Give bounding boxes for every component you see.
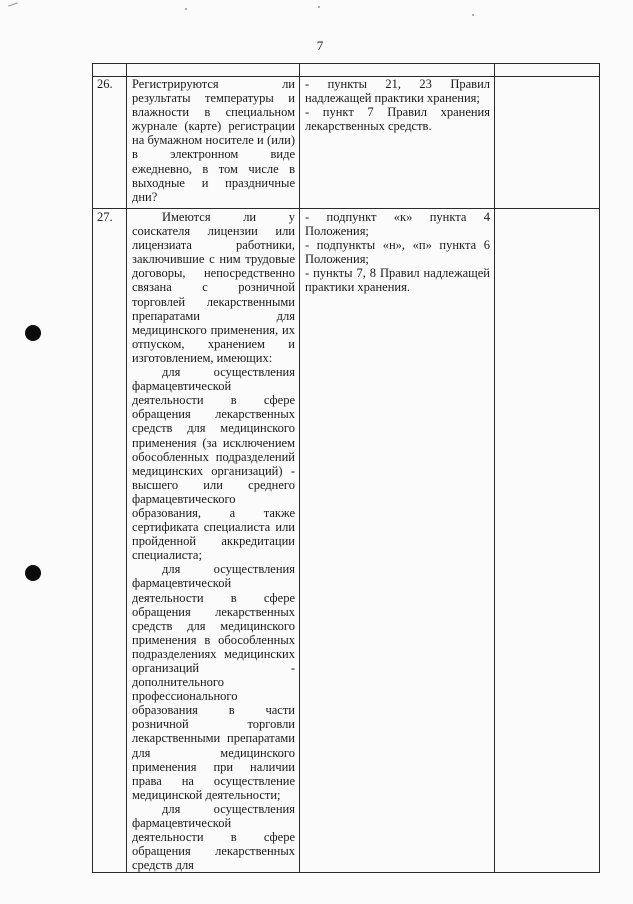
page-number: 7	[316, 38, 324, 53]
header-cell	[93, 64, 127, 77]
row-number-cell	[93, 209, 127, 873]
reference-item: - пункт 7 Правил хранения лекарственных средств.	[305, 105, 490, 134]
table-row	[93, 209, 600, 873]
table-row	[93, 77, 600, 209]
table-header-row	[93, 64, 600, 77]
scan-artifact	[8, 2, 18, 6]
reference-cell	[300, 77, 495, 209]
question-paragraph: для осуществления фармацевтической деятельности в сфере обращения лекарственных средств для	[132, 801, 295, 873]
row-number: 26.	[97, 77, 113, 91]
header-cell	[300, 64, 495, 77]
checklist-table	[92, 63, 600, 873]
question-cell	[127, 77, 300, 209]
scan-speck	[472, 14, 474, 16]
reference-item: - пункты 7, 8 Правил надлежащей практики хранения.	[305, 266, 490, 295]
punch-hole	[25, 565, 41, 581]
reference-item: - подпункты «н», «п» пункта 6 Положения;	[305, 238, 490, 267]
reference-item: - пункты 21, 23 Правил надлежащей практики хранения;	[305, 77, 490, 106]
scan-speck	[318, 6, 320, 8]
question-paragraph: для осуществления фармацевтической деятельности в сфере обращения лекарственных средств для медицинского применения (за исключением обособленных подразделений медицинских организаций) - высшего или среднего фармацевтического образования, а также сертификата специалиста или пройденной аккредитации специалиста;	[132, 365, 295, 563]
reference-item: - подпункт «к» пункта 4 Положения;	[305, 210, 490, 239]
note-cell	[495, 209, 600, 873]
question-cell	[127, 209, 300, 873]
header-cell	[495, 64, 600, 77]
row-number-cell	[93, 77, 127, 209]
scan-speck	[185, 8, 187, 10]
header-cell	[127, 64, 300, 77]
row-number: 27.	[97, 210, 113, 224]
question-text: Регистрируются ли результаты температуры и влажности в специальном журнале (карте) регистрации на бумажном носителе и (или) в электронном виде ежедневно, в том числе в выходные и праздничные дни?	[132, 77, 295, 204]
punch-hole	[25, 325, 41, 341]
reference-cell	[300, 209, 495, 873]
note-cell	[495, 77, 600, 209]
question-paragraph: для осуществления фармацевтической деятельности в сфере обращения лекарственных средств для медицинского применения в обособленных подразделениях медицинских организаций - дополнительного профессионального образования в части розничной торговли лекарственными препаратами для медицинского применения при наличии права на осуществление медицинской деятельности;	[132, 562, 295, 802]
question-paragraph: Имеются ли у соискателя лицензии или лицензиата работники, заключившие с ним трудовые договоры, непосредственно связана с розничной торговлей лекарственными препаратами для медицинского применения, их отпуском, хранением и изготовлением, имеющих:	[132, 210, 295, 365]
